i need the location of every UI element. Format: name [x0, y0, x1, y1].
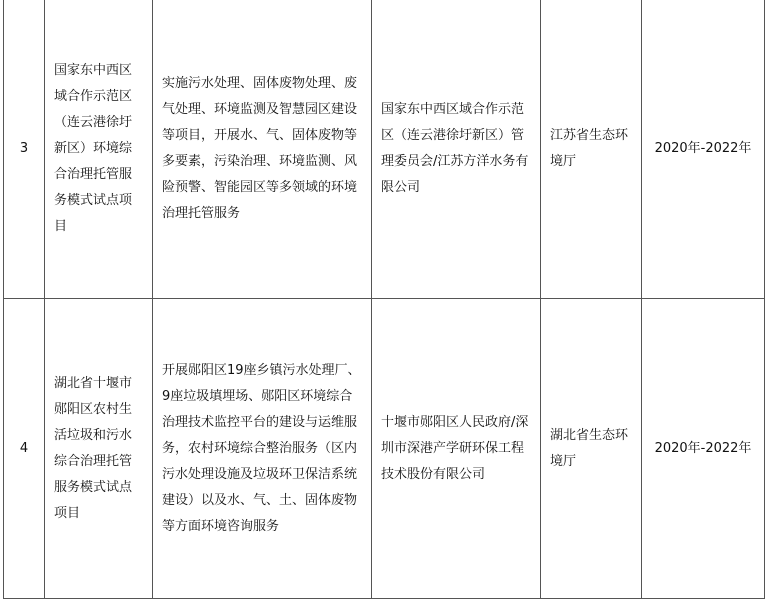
project-period-cell: 2020年-2022年 [642, 299, 765, 599]
row-number-cell: 3 [4, 0, 45, 299]
table-row [4, 299, 765, 599]
supervising-department-cell: 江苏省生态环境厅 [541, 0, 642, 299]
project-name-cell: 湖北省十堰市郧阳区农村生活垃圾和污水综合治理托管服务模式试点项目 [45, 299, 153, 599]
project-name-cell: 国家东中西区域合作示范区（连云港徐圩新区）环境综合治理托管服务模式试点项目 [45, 0, 153, 299]
project-content-cell: 开展郧阳区19座乡镇污水处理厂、9座垃圾填埋场、郧阳区环境综合治理技术监控平台的建设与运维服务，农村环境综合整治服务（区内污水处理设施及垃圾环卫保洁系统建设）以及水、气、土、固体废物等方面环境咨询服务 [153, 299, 372, 599]
projects-table [3, 0, 765, 599]
implementing-unit-cell: 十堰市郧阳区人民政府/深圳市深港产学研环保工程技术股份有限公司 [372, 299, 541, 599]
project-period-cell: 2020年-2022年 [642, 0, 765, 299]
row-number-cell: 4 [4, 299, 45, 599]
project-content-cell: 实施污水处理、固体废物处理、废气处理、环境监测及智慧园区建设等项目，开展水、气、固体废物等多要素，污染治理、环境监测、风险预警、智能园区等多领域的环境治理托管服务 [153, 0, 372, 299]
table-row [4, 0, 765, 299]
implementing-unit-cell: 国家东中西区域合作示范区（连云港徐圩新区）管理委员会/江苏方洋水务有限公司 [372, 0, 541, 299]
supervising-department-cell: 湖北省生态环境厅 [541, 299, 642, 599]
